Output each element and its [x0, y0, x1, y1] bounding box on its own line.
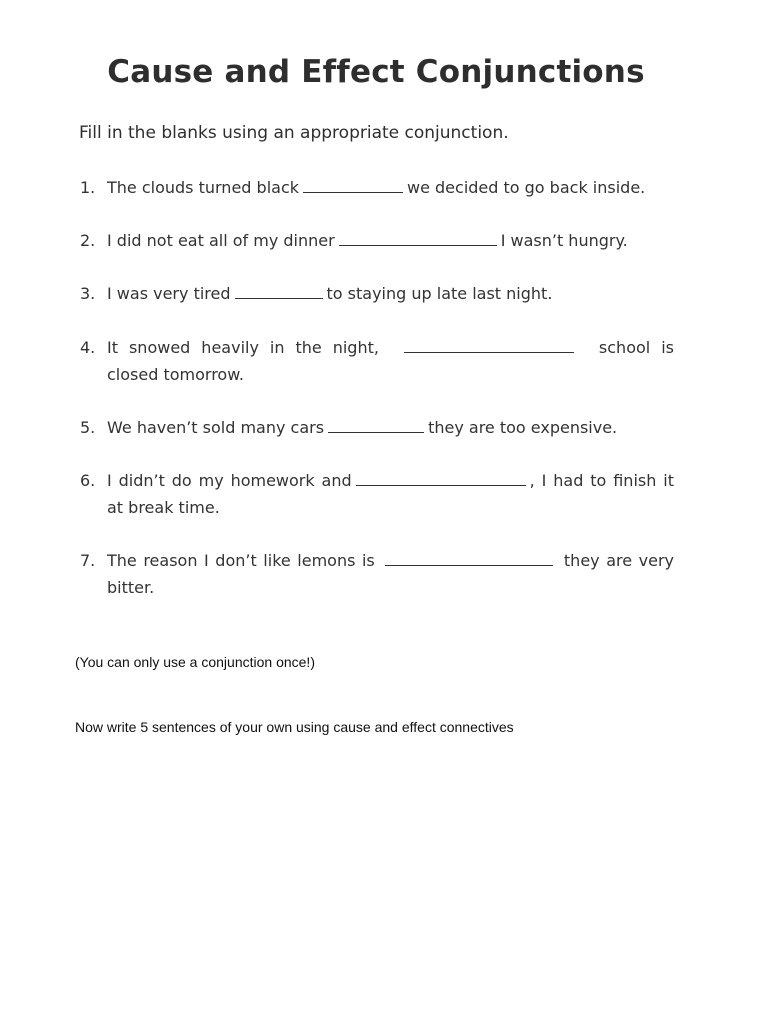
- question-text-before: The clouds turned black: [107, 178, 299, 197]
- instruction-text: Fill in the blanks using an appropriate conjunction.: [79, 123, 509, 143]
- question-number: 6.: [80, 471, 96, 490]
- question-number: 2.: [80, 231, 96, 250]
- question-text-before: I did not eat all of my dinner: [107, 231, 335, 250]
- question-text-after: to staying up late last night.: [326, 284, 553, 303]
- question-number: 1.: [80, 178, 96, 197]
- question-item-6: [80, 467, 674, 521]
- question-text-after: school is closed tomorrow.: [107, 338, 674, 384]
- answer-blank[interactable]: [339, 228, 497, 246]
- question-text-before: We haven’t sold many cars: [107, 418, 325, 437]
- question-text-after: they are too expensive.: [428, 418, 618, 437]
- question-item-4: [80, 334, 674, 388]
- question-item-2: [80, 227, 674, 254]
- question-text: [107, 227, 674, 254]
- question-number: 4.: [80, 338, 96, 357]
- question-text: [107, 467, 674, 521]
- question-text-after: we decided to go back inside.: [407, 178, 646, 197]
- answer-blank[interactable]: [235, 281, 323, 299]
- question-text: [107, 547, 674, 601]
- question-text: [107, 334, 674, 388]
- question-text-after: they are very bitter.: [107, 551, 674, 597]
- page-title: Cause and Effect Conjunctions: [107, 54, 645, 90]
- question-text: [107, 414, 674, 441]
- question-text-before: I didn’t do my homework and: [107, 471, 352, 490]
- question-number: 5.: [80, 418, 96, 437]
- task-text: Now write 5 sentences of your own using cause and effect connectives: [75, 719, 514, 735]
- question-number: 7.: [80, 551, 96, 570]
- answer-blank[interactable]: [356, 468, 526, 486]
- question-text-before: I was very tired: [107, 284, 231, 303]
- answer-blank[interactable]: [303, 175, 403, 193]
- question-text: [107, 280, 674, 307]
- question-text-after: , I had to finish it at break time.: [107, 471, 674, 517]
- question-number: 3.: [80, 284, 96, 303]
- answer-blank[interactable]: [328, 415, 424, 433]
- question-item-5: [80, 414, 674, 441]
- question-item-1: [80, 174, 674, 201]
- answer-blank[interactable]: [385, 548, 553, 566]
- note-text: (You can only use a conjunction once!): [75, 654, 315, 670]
- question-item-3: [80, 280, 674, 307]
- question-text: [107, 174, 674, 201]
- question-item-7: [80, 547, 674, 601]
- question-text-after: I wasn’t hungry.: [500, 231, 628, 250]
- answer-blank[interactable]: [404, 335, 574, 353]
- question-text-before: The reason I don’t like lemons is: [107, 551, 375, 570]
- question-text-before: It snowed heavily in the night,: [107, 338, 379, 357]
